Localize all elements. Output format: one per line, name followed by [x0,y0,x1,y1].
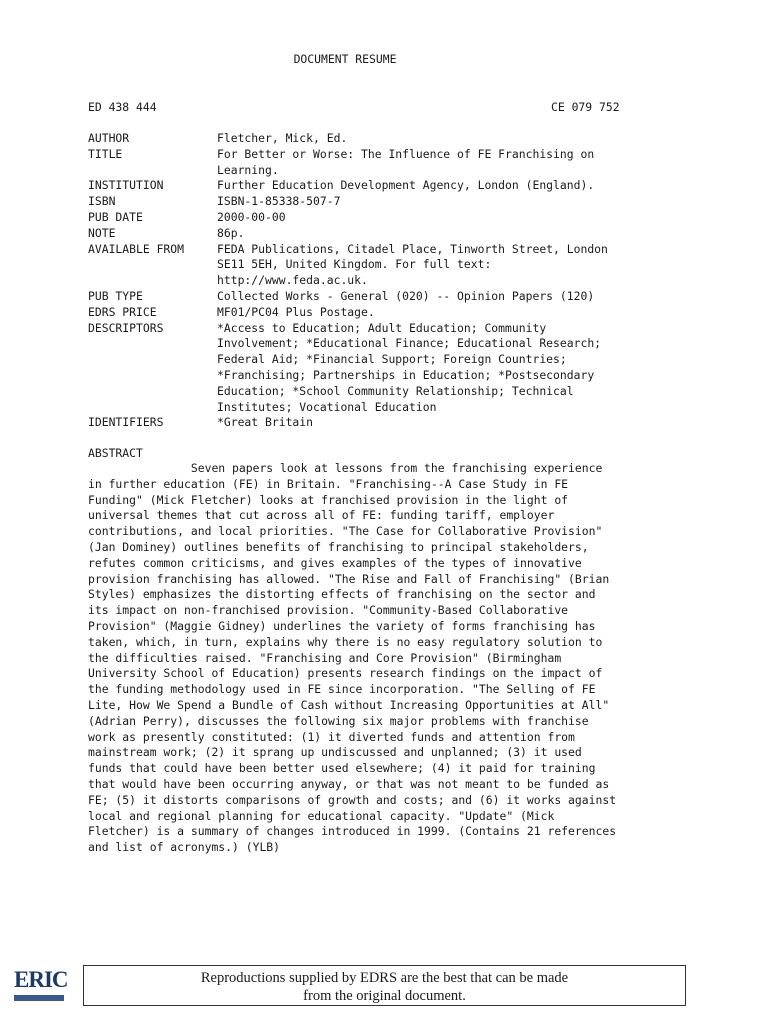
abstract-line: FE; (5) it distorts comparisons of growth and costs; and (6) it works against [88,792,617,807]
eric-logo-bar [14,995,64,1001]
eric-logo [12,966,68,1006]
metadata-field [88,415,688,431]
abstract-line: and list of acronyms.) (YLB) [88,840,281,855]
field-label: IDENTIFIERS [88,415,164,430]
field-value-line: SE11 5EH, United Kingdom. For full text: [217,257,492,272]
field-label: PUB TYPE [88,288,143,303]
abstract-line: its impact on non-franchised provision. "Community-Based Collaborative [88,603,569,618]
metadata-field [88,321,688,416]
metadata-field [88,226,688,242]
metadata-field [88,194,688,210]
abstract-line: the difficulties raised. "Franchising and Core Provision" (Birmingham [88,650,562,665]
field-value [217,242,687,289]
field-value-line: Involvement; *Educational Finance; Educational Research; [217,336,602,351]
abstract-line: in further education (FE) in Britain. "Franchising--A Case Study in FE [88,476,569,491]
metadata-field [88,131,688,147]
metadata-field [88,147,688,179]
field-value-line: FEDA Publications, Citadel Place, Tinworth Street, London [217,241,608,256]
abstract-text [88,461,688,856]
field-value-line: Education; *School Community Relationship; Technical [217,383,574,398]
abstract-line: Fletcher) is a summary of changes introduced in 1999. (Contains 21 references [88,824,617,839]
abstract-line: contributions, and local priorities. "The Case for Collaborative Provision" [88,524,603,539]
abstract-line: universal themes that cut across all of FE: funding tariff, employer [88,508,555,523]
abstract-line: taken, which, in turn, explains why there is no easy regulatory solution to [88,634,603,649]
abstract-line: (Jan Dominey) outlines benefits of franchising to principal stakeholders, [88,539,589,554]
metadata-field [88,305,688,321]
abstract-line: funds that could have been better used elsewhere; (4) it paid for training [88,761,596,776]
field-value-line: Federal Aid; *Financial Support; Foreign Countries; [217,352,567,367]
metadata-field [88,210,688,226]
abstract-line: the funding methodology used in FE since incorporation. "The Selling of FE [88,682,596,697]
field-value-line: Learning. [217,162,279,177]
field-value [217,147,687,179]
field-label: PUB DATE [88,209,143,224]
field-label: INSTITUTION [88,178,164,193]
field-label: AVAILABLE FROM [88,241,185,256]
reproduction-notice-line-1: Reproductions supplied by EDRS are the best that can be made [200,970,569,986]
field-label: ISBN [88,194,116,209]
ce-number: CE 079 752 [551,100,620,114]
field-label: NOTE [88,225,116,240]
field-value-line: Fletcher, Mick, Ed. [217,131,348,145]
field-label: TITLE [88,146,123,161]
document-title: DOCUMENT RESUME [293,52,397,66]
metadata-fields [88,131,688,431]
eric-logo-text: ERIC [14,967,68,992]
abstract-line: refutes common criticisms, and gives examples of the types of innovative [88,555,582,570]
field-value [217,178,687,194]
field-value [217,210,687,226]
metadata-field [88,289,688,305]
abstract-line: work as presently constituted: (1) it diverted funds and attention from [88,729,575,744]
reproduction-notice [83,965,686,1006]
ed-number: ED 438 444 [88,100,157,114]
field-value [217,305,687,321]
field-value-line: Institutes; Vocational Education [217,399,437,414]
abstract-line: local and regional planning for educational capacity. "Update" (Mick [88,808,555,823]
abstract-line: Seven papers look at lessons from the franchising experience [88,461,603,475]
field-value-line: *Access to Education; Adult Education; Community [217,320,547,335]
abstract-line: Styles) emphasizes the distorting effects of franchising on the sector and [88,587,596,602]
field-value-line: ISBN-1-85338-507-7 [217,194,341,209]
abstract-heading: ABSTRACT [88,446,143,460]
field-value-line: 86p. [217,225,245,240]
field-value [217,131,687,147]
abstract-line: (Adrian Perry), discusses the following six major problems with franchise [88,713,589,728]
field-label: AUTHOR [88,131,130,145]
metadata-field [88,242,688,289]
reproduction-notice-line-2: from the original document. [303,988,466,1004]
field-value [217,415,687,431]
field-value [217,194,687,210]
field-value [217,226,687,242]
field-value [217,321,687,416]
metadata-field [88,178,688,194]
field-value-line: Collected Works - General (020) -- Opinion Papers (120) [217,288,595,303]
abstract-line: mainstream work; (2) it sprang up undiscussed and unplanned; (3) it used [88,745,582,760]
field-value-line: 2000-00-00 [217,209,286,224]
field-value-line: *Great Britain [217,415,314,430]
abstract-line: Funding" (Mick Fletcher) looks at franchised provision in the light of [88,492,569,507]
abstract-line: Lite, How We Spend a Bundle of Cash without Increasing Opportunities at All" [88,697,610,712]
field-value [217,289,687,305]
abstract-line: University School of Education) presents research findings on the impact of [88,666,603,681]
field-label: EDRS PRICE [88,304,157,319]
abstract-line: that would have been occurring anyway, or that was not meant to be funded as [88,776,610,791]
abstract-line: provision franchising has allowed. "The Rise and Fall of Franchising" (Brian [88,571,610,586]
field-value-line: *Franchising; Partnerships in Education; *Postsecondary [217,367,595,382]
field-value-line: For Better or Worse: The Influence of FE Franchising on [217,146,595,161]
field-value-line: http://www.feda.ac.uk. [217,273,368,288]
field-value-line: Further Education Development Agency, London (England). [217,178,595,193]
field-value-line: MF01/PC04 Plus Postage. [217,304,375,319]
field-label: DESCRIPTORS [88,320,164,335]
abstract-line: Provision" (Maggie Gidney) underlines the variety of forms franchising has [88,618,596,633]
